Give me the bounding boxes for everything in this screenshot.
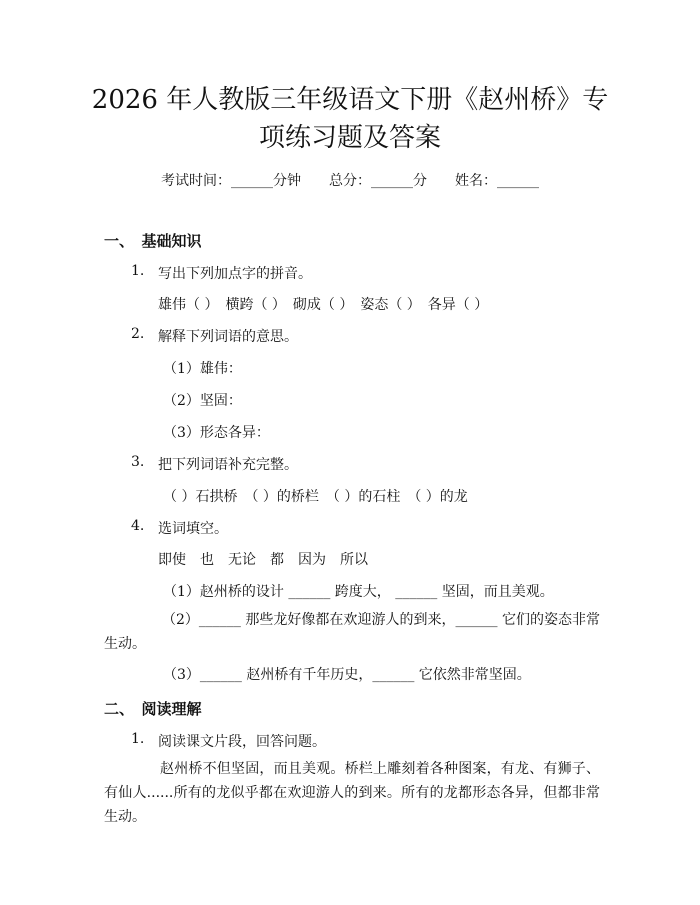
sub-question: （1）赵州桥的设计 ______ 跨度大， ______ 坚固，而且美观。 — [163, 584, 554, 600]
question-number: 1. — [131, 731, 145, 747]
word-bank: 即使 也 无论 都 因为 所以 — [158, 552, 368, 568]
pinyin-items: 雄伟（ ） 横跨（ ） 砌成（ ） 姿态（ ） 各异（ ） — [158, 297, 489, 313]
sub-question: （2）坚固： — [163, 393, 242, 409]
sub-question: （2）______ 那些龙好像都在欢迎游人的到来，______ 它们的姿态非常生动。 — [104, 612, 600, 652]
document-title-line-2: 项练习题及答案 — [258, 123, 441, 153]
section-heading-reading: 二、 阅读理解 — [104, 700, 202, 718]
question-number: 4. — [131, 518, 145, 534]
question-number: 2. — [131, 326, 145, 342]
question-text: 阅读课文片段，回答问题。 — [158, 734, 326, 750]
section-heading-basic: 一、 基础知识 — [104, 232, 202, 250]
sub-question: （1）雄伟： — [163, 361, 242, 377]
question-text: 解释下列词语的意思。 — [158, 329, 298, 345]
question-text: 选词填空。 — [158, 521, 228, 537]
reading-passage: 赵州桥不但坚固，而且美观。桥栏上雕刻着各种图案，有龙、有狮子、有仙人......所有的龙似乎都在欢迎游人的到来。所有的龙都形态各异，但都非常生动。 — [104, 761, 600, 825]
question-number: 3. — [131, 454, 145, 470]
exam-meta-line: 考试时间：______分钟 总分：______分 姓名：______ — [161, 173, 539, 189]
question-text: 把下列词语补充完整。 — [158, 457, 298, 473]
sub-question: （3）______ 赵州桥有千年历史，______ 它依然非常坚固。 — [163, 667, 531, 683]
question-text: 写出下列加点字的拼音。 — [158, 266, 312, 282]
document-title-line-1: 2026 年人教版三年级语文下册《赵州桥》专 — [91, 85, 609, 115]
sub-question: （3）形态各异： — [163, 425, 270, 441]
question-number: 1. — [131, 263, 145, 279]
fill-items: （ ）石拱桥 （ ）的桥栏 （ ）的石柱 （ ）的龙 — [163, 489, 468, 505]
